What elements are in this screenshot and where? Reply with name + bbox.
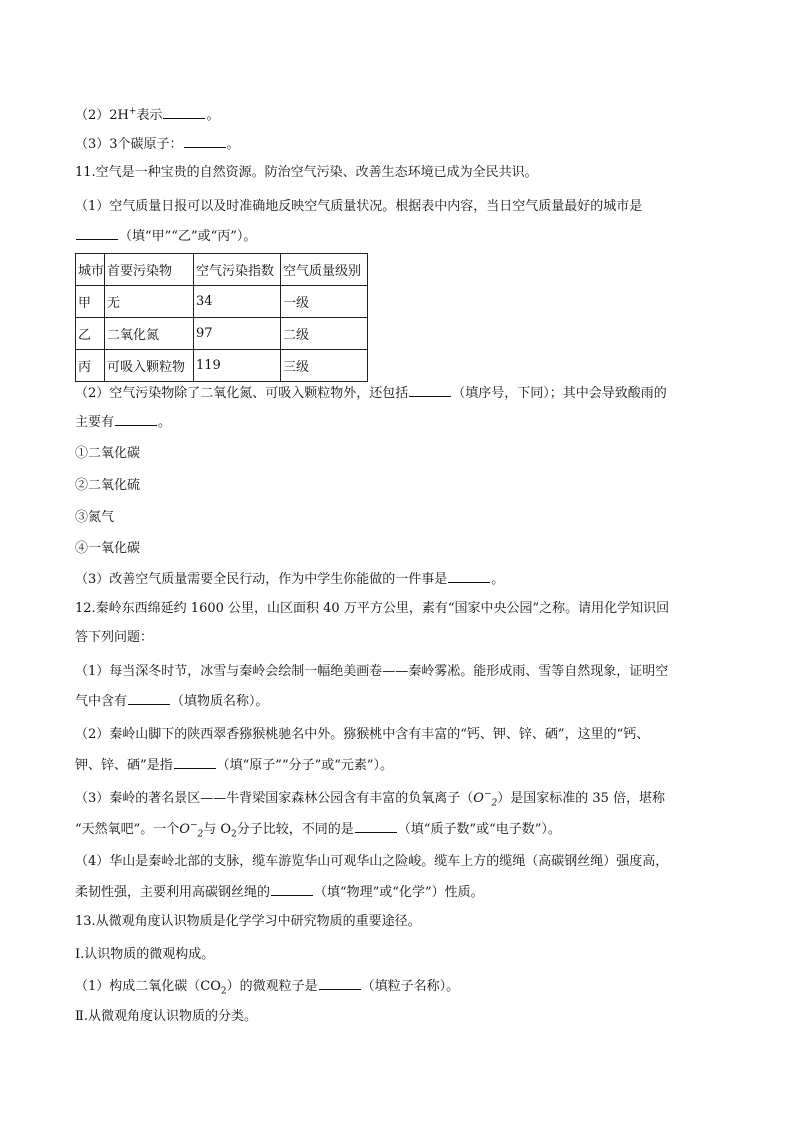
table-cell: 丙 xyxy=(76,350,105,382)
q10-part3-text: （3）3个碳原子： xyxy=(75,137,183,152)
q12-part4-line1: （4）华山是秦岭北部的支脉，缆车游览华山可观华山之险峻。缆车上方的缆绳（高碳钢丝绳）强度高， xyxy=(75,854,669,869)
option-3: ③氮气 xyxy=(75,510,115,525)
q11-part2-text3: 主要有 xyxy=(75,415,115,430)
answer-blank[interactable] xyxy=(184,135,226,148)
q13-question1 xyxy=(75,977,459,996)
q11-part1-line2-text: （填“甲”“乙”或“丙”）。 xyxy=(119,229,257,244)
charge-superscript: + xyxy=(128,106,137,117)
answer-blank[interactable] xyxy=(128,692,170,705)
answer-blank[interactable] xyxy=(163,106,205,119)
q12-part1-line1: （1）每当深冬时节，冰雪与秦岭会绘制一幅绝美画卷——秦岭雾凇。能形成雨、雪等自然现象，证明空 xyxy=(75,664,669,679)
q13-part-i: Ⅰ.认识物质的微观构成。 xyxy=(75,947,215,962)
q12-part4-line2 xyxy=(75,883,484,902)
answer-blank[interactable] xyxy=(355,820,397,833)
q11-part2-text2: （填序号，下同）；其中会导致酸雨的 xyxy=(452,386,667,401)
q12-part1-line2 xyxy=(75,692,269,711)
option-4: ④一氧化碳 xyxy=(75,541,141,556)
table-cell: 甲 xyxy=(76,286,105,318)
table-cell: 乙 xyxy=(76,318,105,350)
answer-blank[interactable] xyxy=(115,413,157,426)
answer-blank[interactable] xyxy=(76,227,118,240)
q12-part2-end: （填“原子”“分子”或“元素”）。 xyxy=(216,758,394,773)
table-header-row xyxy=(76,254,368,286)
table-row xyxy=(76,318,368,350)
ion-charge: − xyxy=(483,789,492,800)
q12-part1-text: 气中含有 xyxy=(75,694,128,709)
q13-q1-text2: ）的微观粒子是 xyxy=(226,979,318,994)
q11-part2-line1 xyxy=(75,384,667,403)
q11-part2-text: （2）空气污染物除了二氧化氮、可吸入颗粒物外，还包括 xyxy=(75,386,409,401)
q12-part3-line2 xyxy=(75,820,561,839)
q10-part3-end: 。 xyxy=(226,137,240,152)
q11-stem: 11.空气是一种宝贵的自然资源。防治空气污染、改善生态环境已成为全民共识。 xyxy=(75,165,538,180)
o2-subscript: 2 xyxy=(231,829,237,840)
table-header: 空气污染指数 xyxy=(194,254,281,286)
option-1: ①二氧化碳 xyxy=(75,446,141,461)
table-cell: 二氧化氮 xyxy=(105,318,194,350)
superoxide-ion xyxy=(179,820,204,840)
q11-part3 xyxy=(75,570,504,589)
answer-blank[interactable] xyxy=(174,756,216,769)
q11-part2-line2 xyxy=(75,413,171,432)
q12-part2-line1: （2）秦岭山脚下的陕西翠香猕猴桃驰名中外。猕猴桃中含有丰富的“钙、钾、锌、硒”，这里的“钙、 xyxy=(75,727,650,742)
q13-stem: 13.从微观角度认识物质是化学学习中研究物质的重要途径。 xyxy=(75,914,421,929)
air-quality-table xyxy=(75,253,368,382)
q13-q1-end: （填粒子名称）。 xyxy=(361,979,460,994)
table-cell: 119 xyxy=(194,350,281,382)
table-header: 城市 xyxy=(76,254,105,286)
q12-stem-line2: 答下列问题： xyxy=(75,630,154,645)
q12-part3-text3: “天然氧吧”。一个 xyxy=(75,822,180,837)
table-cell: 34 xyxy=(194,286,281,318)
q10-part3 xyxy=(75,135,240,154)
ion-charge: − xyxy=(189,820,198,831)
table-row xyxy=(76,286,368,318)
q11-part1-line2 xyxy=(75,227,256,246)
table-header: 首要污染物 xyxy=(105,254,194,286)
table-cell: 二级 xyxy=(281,318,368,350)
q10-part2-end: 。 xyxy=(206,108,220,123)
ion-subscript: 2 xyxy=(491,798,498,809)
q12-part2-line2 xyxy=(75,756,393,775)
table-cell: 可吸入颗粒物 xyxy=(105,350,194,382)
ion-subscript: 2 xyxy=(197,829,204,840)
q12-part3-text5: 分子比较，不同的是 xyxy=(236,822,354,837)
q12-part1-end: （填物质名称）。 xyxy=(171,694,269,709)
answer-blank[interactable] xyxy=(271,883,313,896)
table-cell: 无 xyxy=(105,286,194,318)
co2-subscript: 2 xyxy=(220,986,227,997)
q11-part1-line1: （1）空气质量日报可以及时准确地反映空气质量状况。根据表中内容，当日空气质量最好的城市是 xyxy=(75,199,643,214)
ion-base: O xyxy=(179,822,190,837)
q11-part3-text: （3）改善空气质量需要全民行动，作为中学生你能做的一件事是 xyxy=(75,572,448,587)
q12-part3-text: （3）秦岭的著名景区——牛背梁国家森林公园含有丰富的负氧离子（ xyxy=(75,791,474,806)
q12-part3-text2: ）是国家标准的 35 倍，堪称 xyxy=(497,791,666,806)
answer-blank[interactable] xyxy=(319,977,361,990)
q12-part3-text4: 与 O xyxy=(203,822,232,837)
q11-part3-end: 。 xyxy=(491,572,505,587)
q12-part3-end: （填“质子数”或“电子数”）。 xyxy=(397,822,561,837)
table-header: 空气质量级别 xyxy=(281,254,368,286)
table-cell: 一级 xyxy=(281,286,368,318)
q10-part2-text: （2）2H xyxy=(75,108,129,123)
table-cell: 97 xyxy=(194,318,281,350)
q11-part2-end: 。 xyxy=(158,415,172,430)
q12-stem-line1: 12.秦岭东西绵延约 1600 公里，山区面积 40 万平方公里，素有“国家中央公园”之称。请用化学知识回 xyxy=(75,601,670,616)
q12-part4-end: （填“物理”或“化学”）性质。 xyxy=(314,885,484,900)
q10-part2 xyxy=(75,106,219,125)
q12-part2-text: 钾、锌、硒”是指 xyxy=(75,758,173,773)
ion-base: O xyxy=(473,791,484,806)
superoxide-ion xyxy=(473,789,498,809)
q12-part3-line1 xyxy=(75,790,665,808)
q13-q1-text: （1）构成二氧化碳（CO xyxy=(75,979,221,994)
option-2: ②二氧化硫 xyxy=(75,478,141,493)
table-row xyxy=(76,350,368,382)
answer-blank[interactable] xyxy=(409,384,451,397)
answer-blank[interactable] xyxy=(448,570,490,583)
q10-part2-text2: 表示 xyxy=(136,108,163,123)
q12-part4-text: 柔韧性强，主要利用高碳钢丝绳的 xyxy=(75,885,271,900)
table-cell: 三级 xyxy=(281,350,368,382)
q13-part-ii: Ⅱ.从微观角度认识物质的分类。 xyxy=(75,1009,257,1024)
